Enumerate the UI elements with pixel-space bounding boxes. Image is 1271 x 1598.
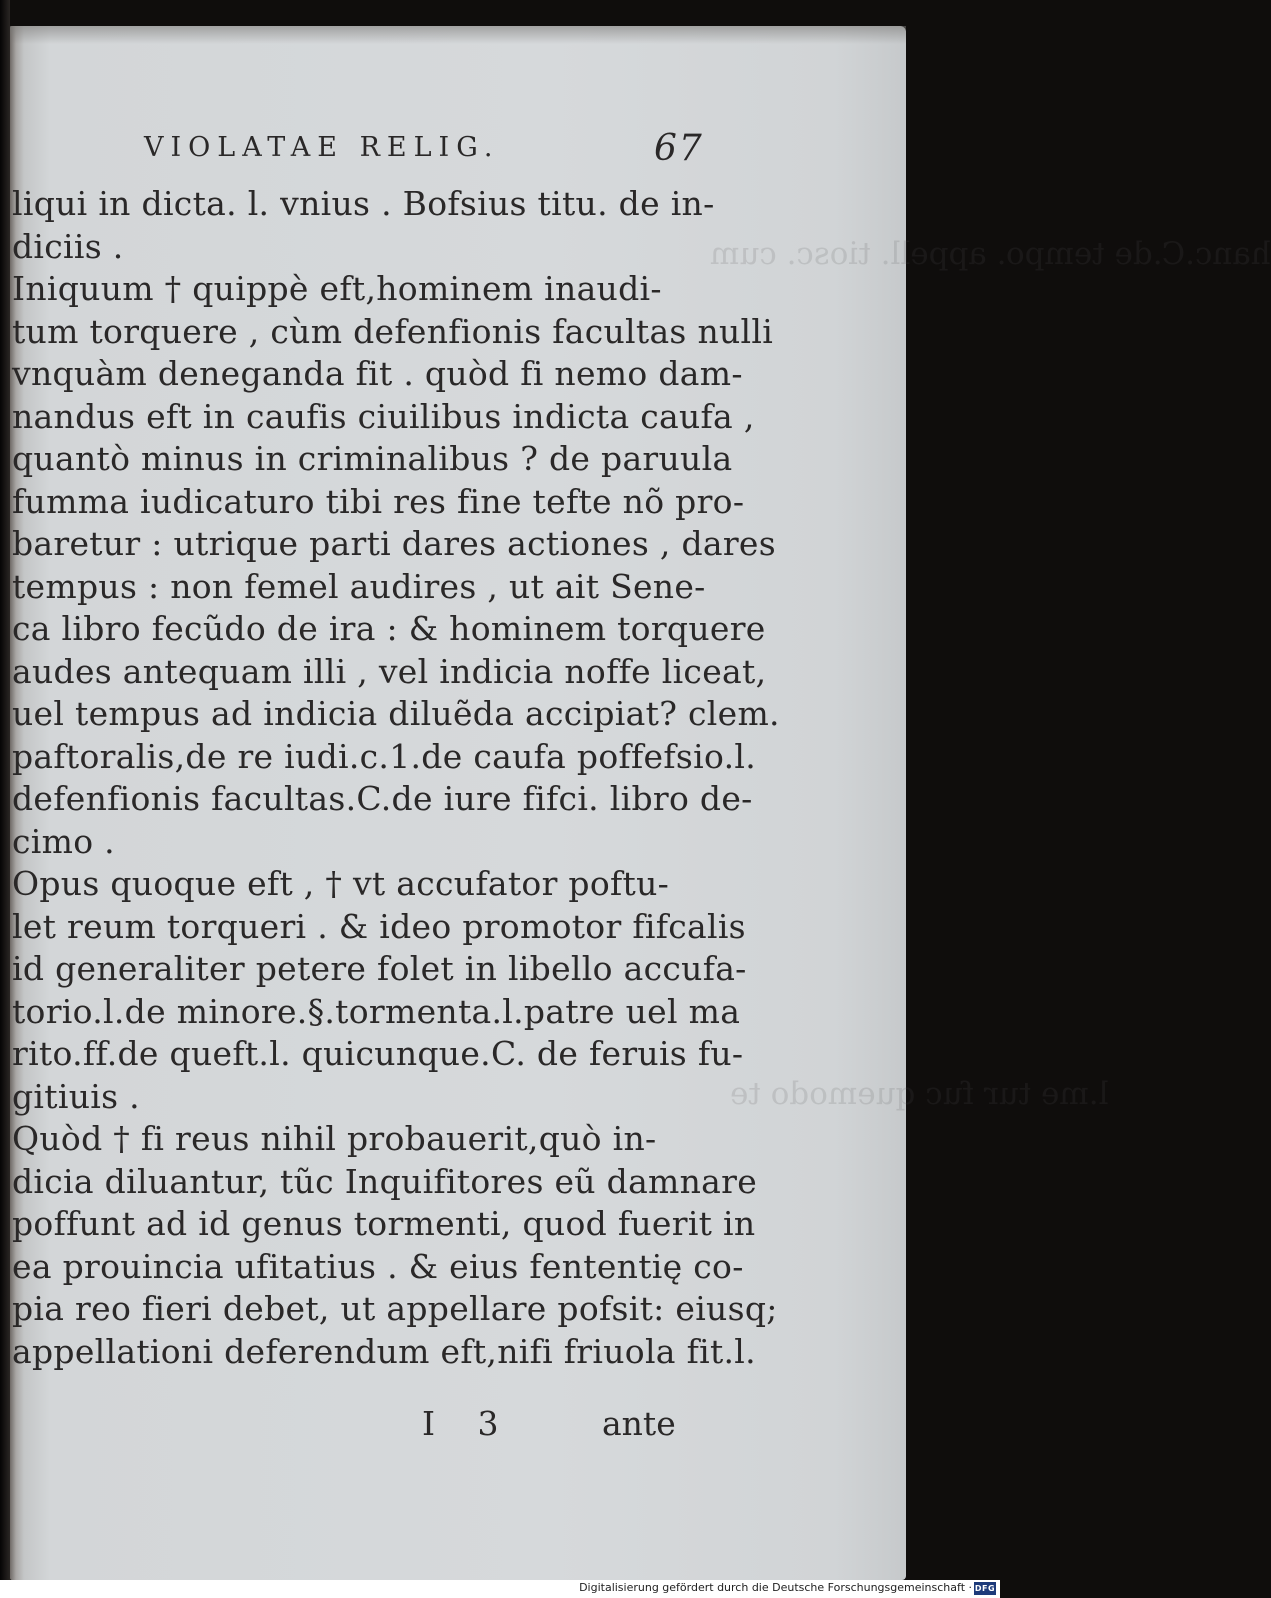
signature-mark: I 3: [422, 1404, 515, 1443]
text-line: Opus quoque eft , † vt accufator poftu-: [12, 864, 670, 903]
text-line: tum torquere , cùm defenfionis facultas nulli: [12, 311, 774, 351]
text-line: appellationi deferendum eft,nifi friuola fit.l.: [12, 1331, 756, 1371]
page-footer: [10, 1404, 906, 1454]
text-line: vnquàm deneganda fit . quòd fi nemo dam-: [12, 354, 743, 393]
running-title: VIOLATAE RELIG.: [144, 132, 500, 163]
text-line: fumma iudicaturo tibi res fine tefte nõ pro-: [12, 481, 745, 521]
text-line: poffunt ad id genus tormenti, quod fuerit in: [12, 1204, 756, 1243]
text-line: baretur : utrique parti dares actiones , dares: [12, 524, 777, 563]
text-line: gitiuis .: [12, 1076, 140, 1116]
book-spine-shadow: [0, 0, 10, 1580]
text-line: torio.l.de minore.§.tormenta.l.patre uel ma: [12, 991, 741, 1031]
text-line: let reum torqueri . & ideo promotor fifcalis: [12, 906, 746, 946]
dfg-logo: DFG: [974, 1584, 996, 1593]
credit-bar: [0, 1580, 1000, 1598]
text-block: [10, 26, 906, 1580]
bleed-through-mark: l.me tur fuc quemodo te: [730, 1076, 1109, 1112]
text-line: dicia diluantur, tũc Inquifitores eũ damnare: [12, 1161, 758, 1201]
text-line: Iniquum † quippè eft,hominem inaudi-: [12, 269, 662, 308]
text-line: pia reo fieri debet, ut appellare pofsit: eiusq;: [12, 1289, 778, 1328]
text-line: nandus eft in caufis ciuilibus indicta caufa ,: [12, 396, 755, 436]
text-line: quantò minus in criminalibus ? de paruula: [12, 439, 733, 478]
page-number: 67: [654, 128, 704, 169]
text-line: uel tempus ad indicia diluẽda accipiat? clem.: [12, 694, 780, 733]
credit-text: Digitalisierung gefördert durch die Deutsche Forschungsgemeinschaft ·: [579, 1581, 972, 1594]
text-line: audes antequam illi , vel indicia noffe liceat,: [12, 651, 767, 691]
text-line: Quòd † fi reus nihil probauerit,quò in-: [12, 1119, 657, 1158]
bleed-through-mark: hanc.C.de tempo. appell. tiosc. cum: [710, 236, 1271, 272]
running-head: [144, 114, 704, 174]
text-line: defenfionis facultas.C.de iure fifci. libro de-: [12, 779, 753, 818]
catchword: ante: [602, 1404, 676, 1443]
text-line: ca libro fecũdo de ira : & hominem torquere: [12, 609, 766, 648]
text-line: ea prouincia ufitatius . & eius fententię co-: [12, 1246, 744, 1286]
text-line: rito.ff.de queft.l. quicunque.C. de feruis fu-: [12, 1034, 744, 1073]
text-line: liqui in dicta. l. vnius . Bofsius titu. de in-: [12, 184, 715, 223]
text-line: cimo .: [12, 821, 115, 861]
text-line: diciis .: [12, 226, 124, 266]
text-line: paftoralis,de re iudi.c.1.de caufa poffefsio.l.: [12, 736, 756, 776]
book-page: [10, 26, 1271, 1580]
text-line: id generaliter petere folet in libello accufa-: [12, 949, 747, 988]
text-line: tempus : non femel audires , ut ait Sene-: [12, 566, 706, 606]
